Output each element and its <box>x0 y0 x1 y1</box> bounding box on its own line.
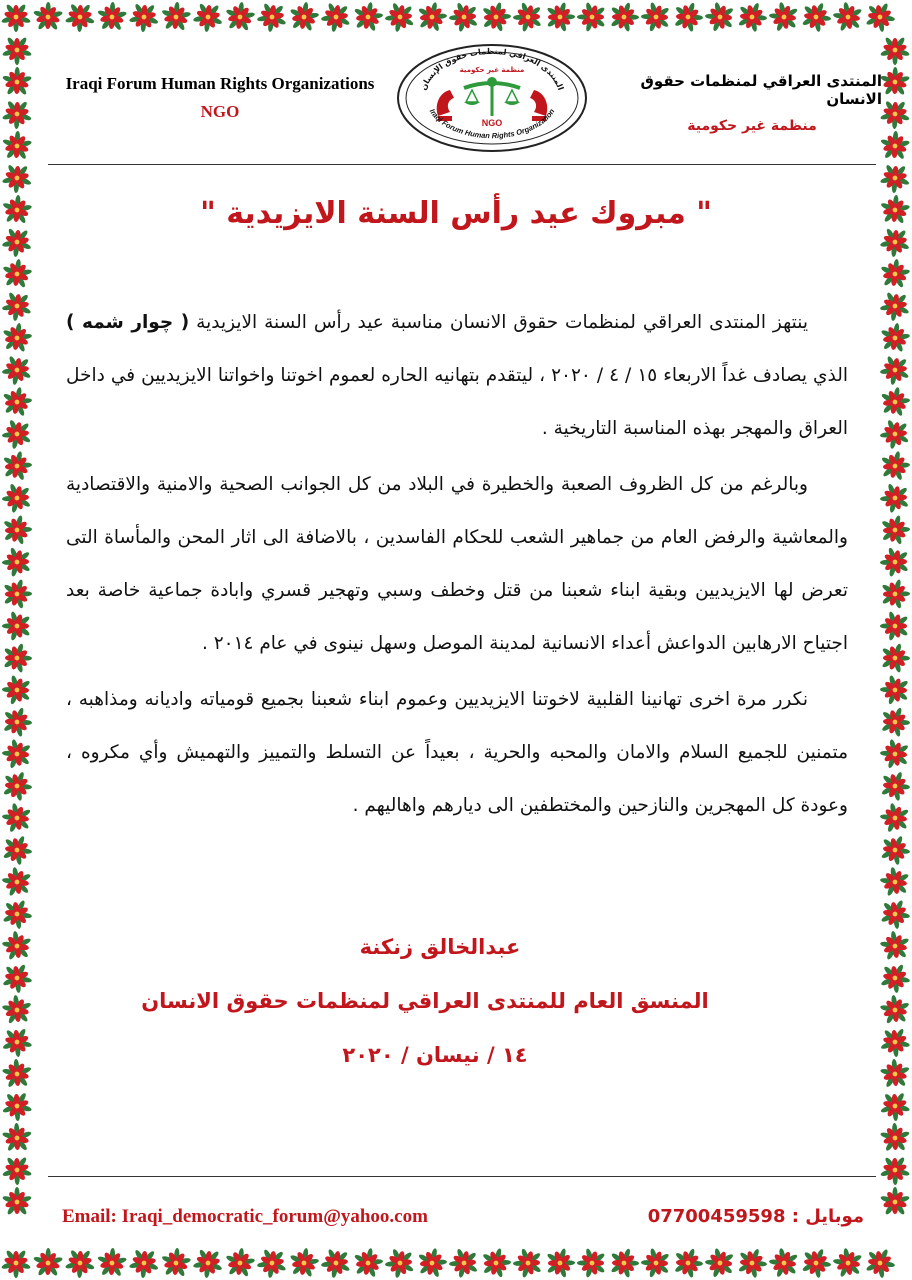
footer-mobile: موبايل : 07700459598 <box>647 1206 864 1227</box>
poinsettia-flower-icon <box>2 67 32 97</box>
paragraph-2: وبالرغم من كل الظروف الصعبة والخطيرة في البلاد من كل الجوانب الصحية والامنية والاقتصادية والمعاشية والرفض العام من جماهير الشعب للحكام الفاسدين ، بالاضافة الى اثار المحن والمأساة التى تعرض لها الايزيديين وبقية ابناء شعبنا من قتل وخطف وسبي وتهجير قسري وابادة جماعية خاصة بعد اجتياح الارهابين الدواعش أعداء الانسانية لمدينة الموصل وسهل نينوى في عام ٢٠١٤ . <box>66 474 848 654</box>
logo-ngo-text: NGO <box>481 118 503 128</box>
poinsettia-flower-icon <box>65 2 95 32</box>
poinsettia-flower-icon <box>880 131 910 161</box>
logo-arc-text-arabic: المنتدى العراقي لمنظمات حقوق الإنسان <box>418 46 566 92</box>
poinsettia-flower-icon <box>880 611 910 641</box>
logo-arc-text-english: Iraqi Forum Human Rights Organization <box>427 107 557 141</box>
poinsettia-flower-icon <box>97 2 127 32</box>
poinsettia-flower-icon <box>880 259 910 289</box>
floral-border-bottom <box>0 1246 912 1280</box>
letter-body <box>66 296 848 832</box>
poinsettia-flower-icon <box>161 1248 191 1278</box>
paragraph-3: نكرر مرة اخرى تهانينا القلبية لاخوتنا الايزيديين وعموم ابناء شعبنا بجميع قومياته واديانه ومذاهبه ، متمنين للجميع السلام والامان والمحبه والحرية ، بعيداً عن التسلط والتمييز والتهميش وأي مكروه ، وعودة كل المهجرين والنازحين والمختطفين الى ديارهم واهاليهم . <box>66 689 848 816</box>
signature-block <box>40 920 810 1082</box>
poinsettia-flower-icon <box>2 131 32 161</box>
poinsettia-flower-icon <box>577 1248 607 1278</box>
poinsettia-flower-icon <box>385 2 415 32</box>
poinsettia-flower-icon <box>801 2 831 32</box>
poinsettia-flower-icon <box>609 1248 639 1278</box>
poinsettia-flower-icon <box>2 163 32 193</box>
logo-sub-text-arabic: منظمة غير حكومية <box>459 66 525 74</box>
ngo-label-arabic: منظمة غير حكومية <box>687 118 817 134</box>
organization-logo <box>394 42 590 154</box>
poinsettia-flower-icon <box>833 2 863 32</box>
poinsettia-flower-icon <box>2 547 32 577</box>
poinsettia-flower-icon <box>1 1248 31 1278</box>
poinsettia-flower-icon <box>513 1248 543 1278</box>
poinsettia-flower-icon <box>2 515 32 545</box>
poinsettia-flower-icon <box>2 707 32 737</box>
poinsettia-flower-icon <box>2 803 32 833</box>
poinsettia-flower-icon <box>769 2 799 32</box>
poinsettia-flower-icon <box>880 643 910 673</box>
poinsettia-flower-icon <box>65 1248 95 1278</box>
footer-email: Email: Iraqi_democratic_forum@yahoo.com <box>62 1206 428 1227</box>
poinsettia-flower-icon <box>673 2 703 32</box>
poinsettia-flower-icon <box>97 1248 127 1278</box>
floral-border-right <box>878 34 912 1246</box>
poinsettia-flower-icon <box>2 259 32 289</box>
poinsettia-flower-icon <box>2 291 32 321</box>
poinsettia-flower-icon <box>880 931 910 961</box>
poinsettia-flower-icon <box>129 2 159 32</box>
poinsettia-flower-icon <box>880 963 910 993</box>
poinsettia-flower-icon <box>705 1248 735 1278</box>
poinsettia-flower-icon <box>880 995 910 1025</box>
poinsettia-flower-icon <box>2 611 32 641</box>
letter-title: " مبروك عيد رأس السنة الايزيدية " <box>200 196 712 231</box>
poinsettia-flower-icon <box>2 643 32 673</box>
poinsettia-flower-icon <box>2 835 32 865</box>
poinsettia-flower-icon <box>289 1248 319 1278</box>
poinsettia-flower-icon <box>880 1155 910 1185</box>
poinsettia-flower-icon <box>880 1123 910 1153</box>
org-name-arabic: المنتدى العراقي لمنظمات حقوق الانسان <box>640 72 882 108</box>
poinsettia-flower-icon <box>2 579 32 609</box>
poinsettia-flower-icon <box>225 2 255 32</box>
poinsettia-flower-icon <box>2 355 32 385</box>
poinsettia-flower-icon <box>880 1059 910 1089</box>
poinsettia-flower-icon <box>2 419 32 449</box>
poinsettia-flower-icon <box>193 1248 223 1278</box>
poinsettia-flower-icon <box>2 675 32 705</box>
poinsettia-flower-icon <box>545 1248 575 1278</box>
poinsettia-flower-icon <box>2 195 32 225</box>
poinsettia-flower-icon <box>880 99 910 129</box>
poinsettia-flower-icon <box>2 227 32 257</box>
poinsettia-flower-icon <box>353 1248 383 1278</box>
poinsettia-flower-icon <box>737 1248 767 1278</box>
paragraph-1-bold-term: ( چوار شمه ) <box>66 312 190 333</box>
poinsettia-flower-icon <box>225 1248 255 1278</box>
poinsettia-flower-icon <box>609 2 639 32</box>
poinsettia-flower-icon <box>769 1248 799 1278</box>
poinsettia-flower-icon <box>2 99 32 129</box>
poinsettia-flower-icon <box>641 2 671 32</box>
poinsettia-flower-icon <box>880 547 910 577</box>
poinsettia-flower-icon <box>705 2 735 32</box>
poinsettia-flower-icon <box>880 739 910 769</box>
poinsettia-flower-icon <box>2 739 32 769</box>
poinsettia-flower-icon <box>880 195 910 225</box>
poinsettia-flower-icon <box>2 1027 32 1057</box>
ngo-label-english: NGO <box>200 102 240 121</box>
org-name-english: Iraqi Forum Human Rights Organizations <box>65 74 375 93</box>
floral-border-left <box>0 34 34 1246</box>
letter-date: ١٤ / نيسان / ٢٠٢٠ <box>342 1043 528 1067</box>
poinsettia-flower-icon <box>880 771 910 801</box>
poinsettia-flower-icon <box>880 419 910 449</box>
poinsettia-flower-icon <box>129 1248 159 1278</box>
poinsettia-flower-icon <box>33 2 63 32</box>
poinsettia-flower-icon <box>880 1027 910 1057</box>
poinsettia-flower-icon <box>673 1248 703 1278</box>
poinsettia-flower-icon <box>1 2 31 32</box>
poinsettia-flower-icon <box>865 2 895 32</box>
poinsettia-flower-icon <box>880 1091 910 1121</box>
poinsettia-flower-icon <box>2 35 32 65</box>
poinsettia-flower-icon <box>880 803 910 833</box>
poinsettia-flower-icon <box>880 835 910 865</box>
paragraph-1-text-a: ينتهز المنتدى العراقي لمنظمات حقوق الانسان مناسبة عيد رأس السنة الايزيدية <box>189 312 808 333</box>
poinsettia-flower-icon <box>2 1091 32 1121</box>
poinsettia-flower-icon <box>833 1248 863 1278</box>
poinsettia-flower-icon <box>880 675 910 705</box>
poinsettia-flower-icon <box>880 579 910 609</box>
poinsettia-flower-icon <box>641 1248 671 1278</box>
poinsettia-flower-icon <box>33 1248 63 1278</box>
poinsettia-flower-icon <box>417 1248 447 1278</box>
poinsettia-flower-icon <box>289 2 319 32</box>
poinsettia-flower-icon <box>2 963 32 993</box>
poinsettia-flower-icon <box>321 1248 351 1278</box>
poinsettia-flower-icon <box>880 451 910 481</box>
poinsettia-flower-icon <box>880 707 910 737</box>
poinsettia-flower-icon <box>880 67 910 97</box>
poinsettia-flower-icon <box>481 2 511 32</box>
poinsettia-flower-icon <box>2 899 32 929</box>
poinsettia-flower-icon <box>2 1155 32 1185</box>
poinsettia-flower-icon <box>257 1248 287 1278</box>
poinsettia-flower-icon <box>880 323 910 353</box>
poinsettia-flower-icon <box>880 291 910 321</box>
poinsettia-flower-icon <box>545 2 575 32</box>
poinsettia-flower-icon <box>880 483 910 513</box>
header-arabic <box>582 72 882 134</box>
poinsettia-flower-icon <box>865 1248 895 1278</box>
poinsettia-flower-icon <box>161 2 191 32</box>
poinsettia-flower-icon <box>2 387 32 417</box>
poinsettia-flower-icon <box>193 2 223 32</box>
poinsettia-flower-icon <box>2 323 32 353</box>
poinsettia-flower-icon <box>321 2 351 32</box>
poinsettia-flower-icon <box>577 2 607 32</box>
poinsettia-flower-icon <box>880 227 910 257</box>
header-divider <box>48 164 876 165</box>
poinsettia-flower-icon <box>417 2 447 32</box>
poinsettia-flower-icon <box>801 1248 831 1278</box>
poinsettia-flower-icon <box>449 2 479 32</box>
poinsettia-flower-icon <box>880 163 910 193</box>
signatory-name: عبدالخالق زنكنة <box>359 935 521 959</box>
poinsettia-flower-icon <box>880 387 910 417</box>
poinsettia-flower-icon <box>513 2 543 32</box>
poinsettia-flower-icon <box>257 2 287 32</box>
poinsettia-flower-icon <box>2 1187 32 1217</box>
poinsettia-flower-icon <box>2 867 32 897</box>
signatory-role: المنسق العام للمنتدى العراقي لمنظمات حقوق الانسان <box>141 989 709 1013</box>
poinsettia-flower-icon <box>385 1248 415 1278</box>
poinsettia-flower-icon <box>2 1059 32 1089</box>
header-english <box>50 74 390 122</box>
paragraph-1-text-b: الذي يصادف غداً الاربعاء ١٥ / ٤ / ٢٠٢٠ ، ليتقدم بتهانيه الحاره لعموم اخوتنا واخواتنا الايزيديين في داخل العراق والمهجر بهذه المناسبة التاريخية . <box>66 365 849 439</box>
poinsettia-flower-icon <box>481 1248 511 1278</box>
poinsettia-flower-icon <box>880 35 910 65</box>
poinsettia-flower-icon <box>2 451 32 481</box>
poinsettia-flower-icon <box>880 355 910 385</box>
poinsettia-flower-icon <box>880 1187 910 1217</box>
poinsettia-flower-icon <box>737 2 767 32</box>
poinsettia-flower-icon <box>449 1248 479 1278</box>
poinsettia-flower-icon <box>880 899 910 929</box>
poinsettia-flower-icon <box>880 515 910 545</box>
poinsettia-flower-icon <box>880 867 910 897</box>
poinsettia-flower-icon <box>2 771 32 801</box>
footer-divider <box>48 1176 876 1177</box>
poinsettia-flower-icon <box>2 483 32 513</box>
poinsettia-flower-icon <box>2 931 32 961</box>
paragraph-1 <box>66 296 848 455</box>
poinsettia-flower-icon <box>2 1123 32 1153</box>
poinsettia-flower-icon <box>2 995 32 1025</box>
poinsettia-flower-icon <box>353 2 383 32</box>
floral-border-top <box>0 0 912 34</box>
